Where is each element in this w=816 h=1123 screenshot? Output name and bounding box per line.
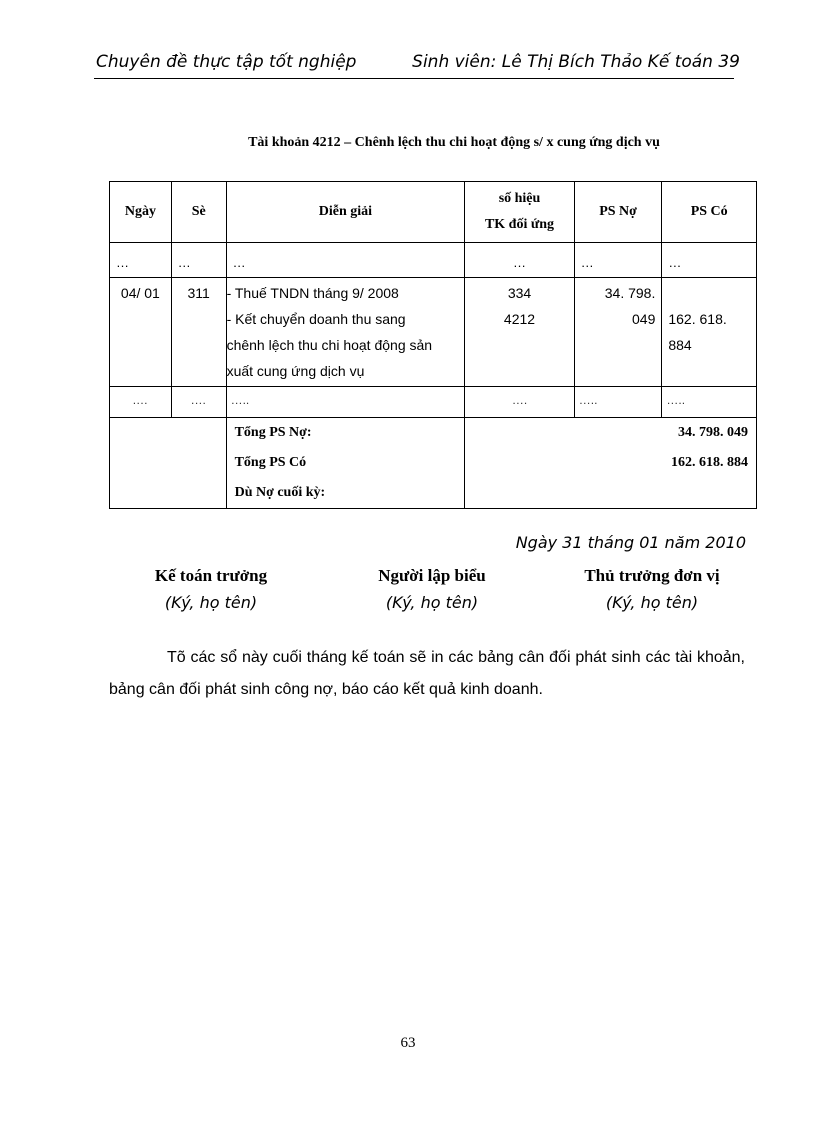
col-date-header: Ngày <box>110 182 172 243</box>
signature-preparer <box>332 563 532 612</box>
table-cell: … <box>171 243 226 278</box>
signature-note: (Ký, họ tên) <box>385 593 479 612</box>
entry-number: 311 <box>171 278 226 387</box>
col-description-header: Diễn giải <box>226 182 465 243</box>
signature-note: (Ký, họ tên) <box>164 593 258 612</box>
totals-row <box>110 418 757 509</box>
table-row-dots <box>110 387 757 418</box>
col-account-header <box>465 182 574 243</box>
header-rule <box>94 78 734 79</box>
table-row <box>110 278 757 387</box>
entry-date: 04/ 01 <box>110 278 172 387</box>
header-right: Sinh viên: Lê Thị Bích Thảo Kế toán 39 <box>412 52 740 72</box>
signature-note: (Ký, họ tên) <box>605 593 699 612</box>
signature-role: Kế toán trưởng <box>154 566 268 585</box>
ledger-table <box>109 181 757 509</box>
table-cell: ….. <box>226 387 465 418</box>
header-row <box>110 182 757 243</box>
header-left: Chuyên đề thực tập tốt nghiệp <box>96 52 357 72</box>
entry-account: 334 4212 <box>465 278 574 387</box>
entry-credit: 162. 618. 884 <box>662 278 757 387</box>
total-debit-label: Tổng PS Nợ: <box>234 425 312 440</box>
closing-balance-label: Dù Nợ cuối kỳ: <box>234 485 326 500</box>
signature-role: Thủ trưởng đơn vị <box>584 566 720 585</box>
col-number-header: Sè <box>171 182 226 243</box>
table-cell: … <box>662 243 757 278</box>
totals-blank-cell <box>110 418 227 509</box>
totals-labels <box>226 418 465 509</box>
col-debit-header: PS Nợ <box>574 182 662 243</box>
table-cell: … <box>574 243 662 278</box>
page-number: 63 <box>400 1035 416 1051</box>
signature-chief-accountant <box>111 563 311 612</box>
body-paragraph: Tõ các sổ này cuối tháng kế toán sẽ in các bảng cân đối phát sinh các tài khoản, bảng cân đối phát sinh công nợ, báo cáo kết quả kinh doanh. <box>109 649 745 698</box>
table-cell: … <box>226 243 465 278</box>
signing-date: Ngày 31 tháng 01 năm 2010 <box>515 533 746 552</box>
table-row-ellipsis <box>110 243 757 278</box>
table-cell: …. <box>465 387 574 418</box>
table-cell: … <box>465 243 574 278</box>
table-cell: .… <box>110 387 172 418</box>
total-credit-label: Tổng PS Có <box>234 455 307 470</box>
table-cell: .… <box>171 387 226 418</box>
col-credit-header: PS Có <box>662 182 757 243</box>
total-debit-value: 34. 798. 049 <box>678 425 748 440</box>
table-cell: ….. <box>574 387 662 418</box>
ledger-title: Tài khoản 4212 – Chênh lệch thu chi hoạt động s/ x cung ứng dịch vụ <box>248 135 660 150</box>
col-account-header-line1: số hiệu <box>498 191 541 206</box>
totals-values <box>465 418 757 509</box>
signature-role: Người lập biểu <box>378 566 486 585</box>
table-cell: … <box>110 243 172 278</box>
signature-head-of-unit <box>552 563 752 612</box>
entry-debit: 34. 798. 049 <box>574 278 662 387</box>
total-credit-value: 162. 618. 884 <box>671 455 748 470</box>
table-cell: ….. <box>662 387 757 418</box>
entry-description: - Thuế TNDN tháng 9/ 2008 - Kết chuyển doanh thu sang chênh lệch thu chi hoạt động sản xuất cung ứng dịch vụ <box>226 278 465 387</box>
col-account-header-line2: TK đối ứng <box>484 217 555 232</box>
closing-balance-value <box>465 478 756 508</box>
